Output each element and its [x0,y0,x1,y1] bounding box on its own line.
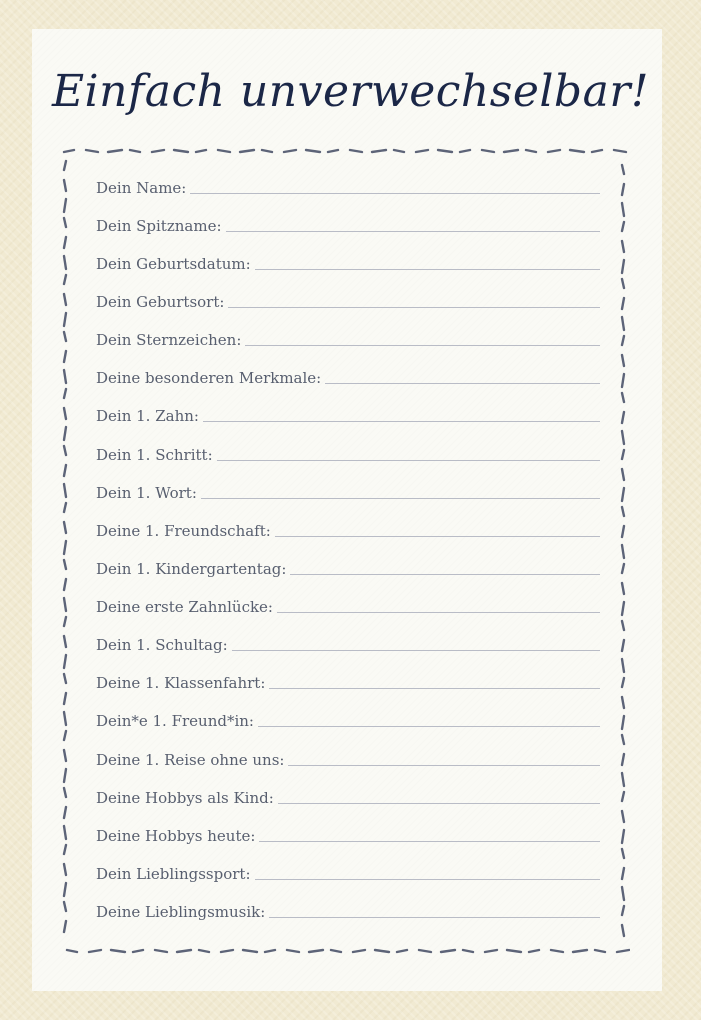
stitch [485,950,497,952]
stitch [482,150,494,152]
stitch [89,950,101,952]
stitch [64,883,66,896]
stitch [64,579,66,590]
field-label: Dein Geburtsdatum: [96,255,251,273]
stitch [416,150,428,152]
write-line[interactable] [245,345,600,346]
write-line[interactable] [259,841,600,842]
stitch [221,950,233,952]
write-line[interactable] [269,917,600,918]
stitch [622,165,624,174]
stitch [622,431,624,444]
write-line[interactable] [203,421,600,422]
field-class-trip[interactable] [96,668,600,692]
stitch [64,237,66,248]
stitch [573,950,587,952]
field-zodiac[interactable] [96,325,600,349]
stitch [460,150,470,152]
stitch [551,950,563,952]
field-school-day[interactable] [96,630,600,654]
write-line[interactable] [275,536,600,537]
stitch [64,921,66,932]
stitch [548,150,560,152]
field-label: Deine Hobbys heute: [96,827,256,845]
write-line[interactable] [226,231,601,232]
stitch [64,560,66,569]
field-label: Dein 1. Schritt: [96,446,213,464]
write-line[interactable] [288,765,600,766]
stitch [240,150,254,152]
stitch [64,161,66,170]
stitch [570,150,584,152]
stitch [287,950,299,952]
stitch [622,773,624,786]
stitch [622,868,624,879]
stitch [86,150,98,152]
stitch [622,526,624,537]
write-line[interactable] [255,269,600,270]
stitch [622,336,624,345]
stitch [622,735,624,744]
stitch [622,602,624,615]
stitch [108,150,122,152]
stitch [507,950,521,952]
write-line[interactable] [269,688,600,689]
field-kindergarten[interactable] [96,554,600,578]
field-favorite-music[interactable] [96,897,600,921]
stitch [622,374,624,387]
stitch [64,389,66,398]
stitch [243,950,257,952]
field-label: Dein 1. Kindergartentag: [96,560,287,578]
stitch [622,716,624,729]
stitch [177,950,191,952]
field-first-tooth[interactable] [96,401,600,425]
stitch [64,294,66,305]
field-label: Dein Sternzeichen: [96,331,242,349]
stitch [155,950,167,952]
stitch [622,488,624,501]
stitch [397,950,407,952]
field-label: Dein Lieblingssport: [96,865,251,883]
stitch [218,150,230,152]
stitch [64,446,66,455]
stitch [64,370,66,383]
stitch [64,199,66,212]
write-line[interactable] [255,879,600,880]
stitch [622,450,624,459]
write-line[interactable] [232,650,600,651]
stitch [595,950,605,952]
stitch [328,150,338,152]
write-line[interactable] [201,498,600,499]
field-label: Dein Geburtsort: [96,293,225,311]
stitch [64,180,66,191]
stitch [64,902,66,911]
stitch [199,950,209,952]
stitch [64,150,74,152]
stitch [64,275,66,284]
field-favorite-sport[interactable] [96,859,600,883]
stitch [622,849,624,858]
field-label: Dein Name: [96,179,187,197]
stitch [394,150,404,152]
stitch [64,541,66,554]
field-name[interactable] [96,173,600,197]
stitch [133,950,143,952]
field-hobbies-child[interactable] [96,783,600,807]
stitch [622,203,624,216]
stitch [622,279,624,288]
stitch [438,150,452,152]
stitch [622,659,624,672]
stitch [622,583,624,594]
field-first-friendship[interactable] [96,516,600,540]
write-line[interactable] [217,460,600,461]
stitch [441,950,455,952]
stitch [622,792,624,801]
stitch [350,150,362,152]
stitch [64,845,66,854]
stitch [622,469,624,480]
stitch [64,617,66,626]
stitch [284,150,296,152]
field-hobbies-today[interactable] [96,821,600,845]
stitch [64,788,66,797]
field-label: Deine Hobbys als Kind: [96,789,274,807]
field-label: Deine 1. Freundschaft: [96,522,271,540]
field-features[interactable] [96,363,600,387]
stitch [592,150,602,152]
stitch [622,260,624,273]
stitch [614,150,626,152]
stitch [622,678,624,687]
field-birthdate[interactable] [96,249,600,273]
stitch [622,925,624,936]
write-line[interactable] [290,574,600,575]
field-birthplace[interactable] [96,287,600,311]
field-label: Dein Spitzname: [96,217,222,235]
stitch [64,351,66,362]
stitch [622,640,624,651]
stitch [64,598,66,611]
stitch [196,150,206,152]
stitch [64,465,66,476]
stitch [64,408,66,419]
stitch [64,750,66,761]
write-line[interactable] [277,612,600,613]
field-label: Deine Lieblingsmusik: [96,903,266,921]
stitch [64,807,66,818]
stitch [622,507,624,516]
field-label: Deine 1. Klassenfahrt: [96,674,266,692]
field-label: Dein 1. Wort: [96,484,197,502]
field-first-partner[interactable] [96,706,600,730]
stitch [622,621,624,630]
stitch [64,503,66,512]
stitch [622,222,624,231]
stitch [152,150,164,152]
stitch [622,317,624,330]
stitch [622,355,624,366]
stitch [130,150,140,152]
stitch [622,830,624,843]
write-line[interactable] [258,726,600,727]
stitch [372,150,386,152]
stitch [306,150,320,152]
field-label: Dein*e 1. Freund*in: [96,712,254,730]
stitch [262,150,272,152]
stitch [265,950,275,952]
stitch [622,412,624,423]
stitch [622,241,624,252]
field-label: Deine erste Zahnlücke: [96,598,273,616]
stitch [64,332,66,341]
stitch [64,864,66,875]
stitch [64,522,66,533]
field-first-word[interactable] [96,478,600,502]
field-nickname[interactable] [96,211,600,235]
stitch [622,545,624,558]
stitch [64,712,66,725]
write-line[interactable] [190,193,600,194]
stitch [64,674,66,683]
stitch [309,950,323,952]
stitch [419,950,431,952]
field-label: Dein 1. Schultag: [96,636,228,654]
field-first-step[interactable] [96,440,600,464]
stitch [64,427,66,440]
stitch [64,693,66,704]
write-line[interactable] [228,307,600,308]
stitch [64,218,66,227]
stitch [617,950,629,952]
stitch [526,150,536,152]
stitch [622,298,624,309]
stitch [622,754,624,765]
stitch [529,950,539,952]
write-line[interactable] [278,803,600,804]
field-label: Deine besonderen Merkmale: [96,369,322,387]
stitch [64,731,66,740]
stitch [375,950,389,952]
stitch [64,769,66,782]
field-tooth-gap[interactable] [96,592,600,616]
stitch [67,950,77,952]
page-title: Einfach unverwechselbar! [51,66,650,117]
stitch [64,636,66,647]
stitch [174,150,188,152]
stitch [353,950,365,952]
stitch [622,697,624,708]
stitch [331,950,341,952]
stitch [622,564,624,573]
field-first-trip-alone[interactable] [96,745,600,769]
stitch [622,887,624,900]
stitch [64,655,66,668]
write-line[interactable] [325,383,600,384]
stitch [64,826,66,839]
stitch [504,150,518,152]
stitch [111,950,125,952]
stitch [622,906,624,915]
stitch [622,393,624,402]
stitch [463,950,473,952]
field-label: Dein 1. Zahn: [96,407,199,425]
field-label: Deine 1. Reise ohne uns: [96,751,285,769]
stitch [622,184,624,195]
stitch [622,811,624,822]
stitch [64,313,66,326]
stitch [64,256,66,269]
stitch [64,484,66,497]
